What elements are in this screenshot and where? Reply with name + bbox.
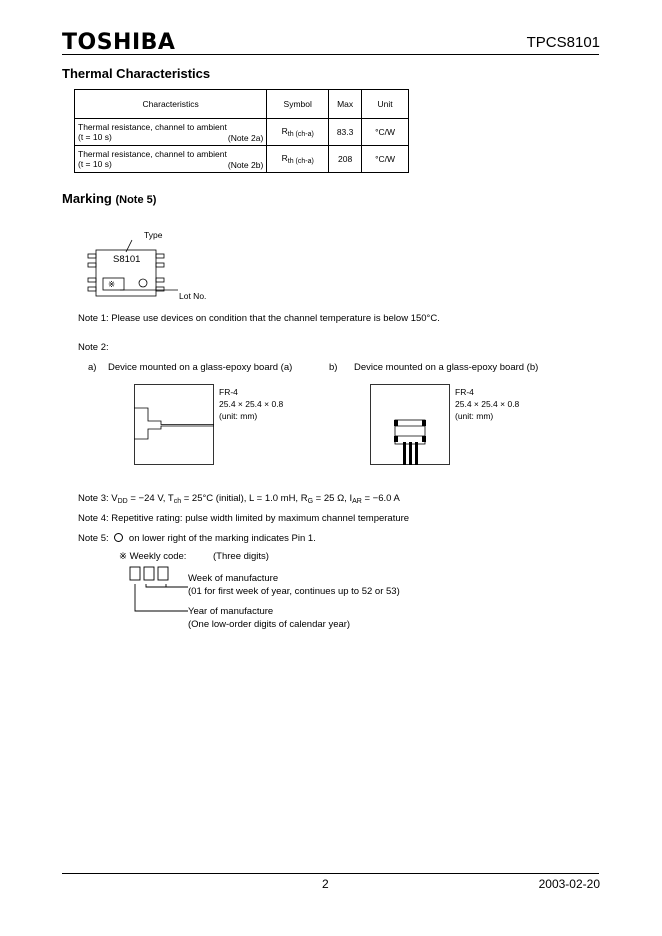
board-a-caption: Device mounted on a glass-epoxy board (a) (108, 362, 293, 373)
board-a-spec-3: (unit: mm) (219, 411, 258, 421)
thermal-table (74, 89, 409, 173)
marking-title (62, 191, 156, 206)
col-header-symbol: Symbol (267, 90, 329, 119)
board-b-diagram (370, 384, 450, 465)
pin-2 (88, 263, 96, 267)
row1-note: (Note 2a) (227, 133, 264, 143)
pin1-indicator-circle (139, 279, 147, 287)
pin1-circle-icon (114, 533, 123, 542)
pin-8 (156, 254, 164, 258)
board-b-pads (395, 420, 425, 444)
note3-vdd-sub: DD (117, 498, 128, 505)
note-1: Note 1: Please use devices on condition that the channel temperature is below 150°C. (78, 313, 440, 324)
week-detail: (01 for first week of year, continues up to 52 or 53) (188, 586, 400, 597)
col-header-max: Max (329, 90, 362, 119)
board-b-trace-1 (403, 442, 406, 465)
col-header-characteristics: Characteristics (75, 90, 267, 119)
note5-prefix: Note 5: (78, 533, 109, 544)
col-header-unit: Unit (362, 90, 409, 119)
row2-symbol-main: R (281, 153, 288, 163)
board-b-index: b) (329, 362, 338, 373)
year-of-manufacture: Year of manufacture (188, 606, 274, 617)
board-b-pad-1 (394, 420, 398, 426)
board-a-diagram (134, 384, 214, 465)
board-b-pad-3 (394, 436, 398, 442)
weekly-code-label: ※ Weekly code: (119, 551, 187, 562)
part-number: TPCS8101 (526, 34, 600, 51)
row2-symbol (267, 146, 329, 173)
lot-label: Lot No. (179, 291, 207, 301)
row1-line1: Thermal resistance, channel to ambient (78, 122, 227, 132)
row2-note: (Note 2b) (227, 160, 264, 170)
row1-max: 83.3 (329, 119, 362, 146)
note3-tch-val: = 25°C (initial), L = 1.0 mH, R (181, 493, 308, 504)
board-a-trace-bottom (134, 426, 214, 439)
table-row (75, 119, 409, 146)
row1-symbol (267, 119, 329, 146)
weekly-code-digits: (Three digits) (213, 551, 269, 562)
board-a-spec-1: FR-4 (219, 387, 238, 397)
footer-rule (62, 873, 599, 874)
board-b-trace-2 (409, 442, 412, 465)
digit-box-2 (144, 567, 154, 580)
pin-4 (88, 287, 96, 291)
row2-line1: Thermal resistance, channel to ambient (78, 149, 227, 159)
note-5 (78, 533, 316, 544)
row1-symbol-sub: th (ch-a) (287, 131, 314, 138)
row1-characteristic (75, 119, 267, 146)
table-header-row (75, 90, 409, 119)
digit-box-3 (158, 567, 168, 580)
header-rule (62, 54, 599, 55)
week-bracket (146, 584, 166, 587)
digit-box-1 (130, 567, 140, 580)
week-of-manufacture: Week of manufacture (188, 573, 279, 584)
device-code: S8101 (113, 254, 141, 265)
board-b-spec-2: 25.4 × 25.4 × 0.8 (455, 399, 520, 409)
board-b-spec-1: FR-4 (455, 387, 474, 397)
type-label: Type (144, 230, 163, 240)
row2-characteristic (75, 146, 267, 173)
board-a-spec-2: 25.4 × 25.4 × 0.8 (219, 399, 284, 409)
note-4: Note 4: Repetitive rating: pulse width limited by maximum channel temperature (78, 513, 410, 524)
row2-symbol-sub: th (ch-a) (287, 158, 314, 165)
note3-rg-val: = 25 Ω, I (313, 493, 353, 504)
note3-iar-val: = −6.0 A (361, 493, 400, 504)
page-number: 2 (322, 877, 329, 891)
note-3 (78, 493, 400, 505)
note-2: Note 2: (78, 342, 109, 353)
note3-rg-sub: G (307, 498, 314, 505)
board-b-spec-3: (unit: mm) (455, 411, 494, 421)
board-b-trace-3 (415, 442, 418, 465)
weekly-code-diagram (128, 565, 190, 615)
pin-6 (156, 278, 164, 282)
footer-date: 2003-02-20 (538, 877, 600, 891)
note3-prefix: Note 3: V (78, 493, 118, 504)
year-leader (135, 584, 188, 611)
note3-iar-sub: AR (352, 498, 362, 505)
toshiba-logo: TOSHIBA (62, 30, 176, 55)
marking-title-note: (Note 5) (115, 194, 157, 206)
pin-7 (156, 263, 164, 267)
pin-1 (88, 254, 96, 258)
row2-max: 208 (329, 146, 362, 173)
row2-unit: °C/W (362, 146, 409, 173)
note3-tch-sub: ch (173, 498, 182, 505)
row1-symbol-main: R (281, 126, 288, 136)
table-row (75, 146, 409, 173)
year-detail: (One low-order digits of calendar year) (188, 619, 351, 630)
thermal-title: Thermal Characteristics (62, 66, 211, 81)
note5-text: on lower right of the marking indicates Pin 1. (128, 533, 316, 544)
board-a-index: a) (88, 362, 97, 373)
board-b-pad-2 (422, 420, 426, 426)
board-a-trace-top (134, 408, 214, 425)
marking-title-text: Marking (62, 191, 112, 206)
row1-line2: (t = 10 s) (78, 132, 112, 142)
pin-3 (88, 278, 96, 282)
board-b-caption: Device mounted on a glass-epoxy board (b) (354, 362, 539, 373)
weekly-symbol: ※ (108, 279, 116, 289)
row1-unit: °C/W (362, 119, 409, 146)
note3-vdd-val: = −24 V, T (127, 493, 174, 504)
board-b-pad-4 (422, 436, 426, 442)
row2-line2: (t = 10 s) (78, 159, 112, 169)
